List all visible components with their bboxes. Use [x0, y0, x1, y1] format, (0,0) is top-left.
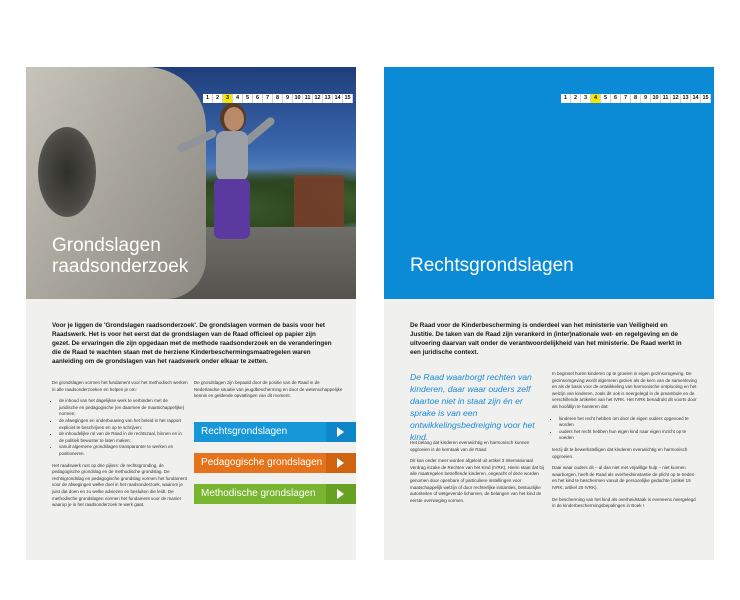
- page-number-10[interactable]: 10: [651, 94, 661, 103]
- page-number-1[interactable]: 1: [561, 94, 571, 103]
- page-number-6[interactable]: 6: [253, 94, 263, 103]
- page-number-6[interactable]: 6: [611, 94, 621, 103]
- page-number-14[interactable]: 14: [691, 94, 701, 103]
- body-column-2: [552, 371, 700, 515]
- page-number-1[interactable]: 1: [203, 94, 213, 103]
- paragraph: In beginsel horen kinderen op te groeien in eigen gezinsomgeving. De gezinsomgeving wordt algemeen gezien als de kern van de samenleving en als de basis voor de ontwikkeling van harmonische ontplooiing en het welzijn van kinderen, zoals dit ook is neergelegd in de preambule en de verschillende artikelen van het IVRK. Het IVRK benadrukt dit voorts door als hoofdlijn te hanteren dat:: [552, 371, 697, 409]
- intro-text: De Raad voor de Kinderbescherming is onderdeel van het ministerie van Veiligheid en Justitie. De taken van de Raad zijn verankerd in (inter)nationale wet- en regelgeving en de uitvoering daarvan valt onder de verantwoordelijkheid van het ministerie. De Raad werkt in een juridische context.: [410, 322, 682, 356]
- paragraph: Dit kan onder meer worden afgeleid uit artikel 3 Internationaal Verdrag inzake de Rechten van het Kind (IVRK). Hierin staat dat bij alle maatregelen betreffende kinderen, ongeacht of deze worden genomen door openbare of particuliere instellingen voor maatschappelijk welzijn of door rechterlijke instanties, bestuurlijke autoriteiten of wetgevende lichamen, de belangen van het kind de eerste overweging vormen.: [410, 458, 544, 503]
- page-number-9[interactable]: 9: [283, 94, 293, 103]
- list-item: • de inhoudelijke rol van de Raad in de rechtszaal, binnen en in de politiek bewuster te laten maken;: [59, 431, 188, 444]
- right-page: [384, 67, 714, 560]
- paragraph: tenzij dit te bewerkstelligen dat kinderen evenwichtig en harmonisch opgroeien.: [552, 446, 688, 459]
- arrow-right-icon: [326, 453, 356, 473]
- page-number-4[interactable]: 4: [591, 94, 601, 103]
- page-number-7[interactable]: 7: [263, 94, 273, 103]
- page-number-strip: [203, 94, 353, 103]
- page-number-10[interactable]: 10: [293, 94, 303, 103]
- page-number-5[interactable]: 5: [243, 94, 253, 103]
- page-title: Grondslagen raadsonderzoek: [52, 235, 189, 277]
- page-number-3[interactable]: 3: [581, 94, 591, 103]
- arrow-right-icon: [326, 422, 356, 442]
- page-number-9[interactable]: 9: [641, 94, 651, 103]
- body-column-1: [410, 440, 546, 509]
- photo-jumping-girl: [206, 107, 254, 257]
- page-number-15[interactable]: 15: [701, 94, 711, 103]
- paragraph: Het belang dat kinderen evenwichtig en harmonisch kunnen opgroeien is de kerntaak van de Raad.: [410, 440, 530, 452]
- bullet-list: [52, 398, 188, 457]
- list-item: • kinderen het recht hebben om door de eigen ouders opgevoed te worden: [559, 416, 700, 429]
- list-item: • vanuit algemene grondslagen transparanter te werken en positioneren.: [59, 444, 188, 457]
- page-number-11[interactable]: 11: [661, 94, 671, 103]
- paragraph: Het raadswerk rust op drie pijlers: de rechtsgronding, de pedagogische grondslag en de methodische grondslag. De rechtsgrondslag en pedagogische grondslag vormen het fundament voor de afwegingen welke doel in het raadsonderzoek, waarom je juist dat doen en zo welke adviezen en besluiten die leidt. De methodische grondslagen vormen het fundament voor de manier waarop je in het raadsonderzoek te werk gaat.: [52, 462, 187, 508]
- page-number-8[interactable]: 8: [273, 94, 283, 103]
- arrow-right-icon: [326, 484, 356, 504]
- photo-building: [294, 175, 344, 235]
- body-column-2: [194, 380, 344, 405]
- page-number-4[interactable]: 4: [233, 94, 243, 103]
- paragraph: De grondslagen zijn bepaald door de positie van de Raad in de Nederlandse situatie van jeugdbescherming en door de wetenschappelijke kennis en geldende opvattingen van dit moment.: [194, 380, 343, 399]
- link-label: Rechtsgrondslagen: [201, 426, 288, 437]
- page-number-2[interactable]: 2: [213, 94, 223, 103]
- page-number-12[interactable]: 12: [313, 94, 323, 103]
- page-number-8[interactable]: 8: [631, 94, 641, 103]
- link-rechtsgrondslagen[interactable]: [194, 422, 356, 442]
- page-title: Rechtsgrondslagen: [410, 255, 574, 276]
- list-item: • de afwegingen en onderbouwing van het beleid in het rapport expliciet te beschrijven en op te schrijven;: [59, 418, 188, 431]
- bullet-list: [552, 416, 700, 442]
- photo-sculpture-hole: [38, 127, 96, 217]
- link-methodische-grondslagen[interactable]: [194, 484, 356, 504]
- page-number-14[interactable]: 14: [333, 94, 343, 103]
- link-label: Methodische grondslagen: [201, 488, 316, 499]
- page-number-13[interactable]: 13: [681, 94, 691, 103]
- page-number-13[interactable]: 13: [323, 94, 333, 103]
- page-number-7[interactable]: 7: [621, 94, 631, 103]
- pull-quote: De Raad waarborgt rechten van kinderen, daar waar ouders zelf daartoe niet in staat zijn én er sprake is van een ontwikkelingsbedreiging voor het kind.: [410, 372, 535, 442]
- list-item: • de inhoud van het dagelijkse werk te verbinden met de juridische en pedagogische (en daarmee de maatschappelijke) normen;: [59, 398, 188, 418]
- page-number-11[interactable]: 11: [303, 94, 313, 103]
- paragraph: Daar waar ouders dit – al dan niet met vrijwillige hulp – niet kunnen waarborgen, heeft de Raad als overheidsinstantie de plicht op te treden en het kind te beschermen vanuit de persoonlijke gedachte (artikel 19 IVRK; artikel 20 IVRK).: [552, 465, 695, 490]
- link-pedagogische-grondslagen[interactable]: [194, 453, 356, 473]
- body-column-1: [52, 380, 188, 514]
- page-number-15[interactable]: 15: [343, 94, 353, 103]
- page-number-2[interactable]: 2: [571, 94, 581, 103]
- page-number-3[interactable]: 3: [223, 94, 233, 103]
- page-number-strip: [561, 94, 711, 103]
- link-label: Pedagogische grondslagen: [201, 457, 323, 468]
- paragraph: De bescherming van het kind als overheidstaak is eveneens neergelegd in de kinderbeschermingsbepalingen in Boek I: [552, 496, 696, 509]
- paragraph: De grondslagen vormen het fundament voor het methodisch werken in alle raadsonderzoeken en helpen je om:: [52, 380, 188, 392]
- page-number-5[interactable]: 5: [601, 94, 611, 103]
- intro-text: Voor je liggen de 'Grondslagen raadsonderzoek'. De grondslagen vormen de basis voor het Raadswerk. Het is voor het eerst dat de grondslagen van de Raad officieel op papier zijn gezet. De ervaringen die zijn opgedaan met de methode raadsonderzoek en de veranderingen die de Raad te wachten staan met de herziene Kinderbeschermingsmaatregelen waren aanleiding om de grondslagen van het raadswerk onder elkaar te zetten.: [52, 322, 332, 365]
- list-item: • ouders het recht hebben hun eigen kind naar eigen inzicht op te voeden: [559, 429, 700, 442]
- page-number-12[interactable]: 12: [671, 94, 681, 103]
- left-page: [26, 67, 356, 560]
